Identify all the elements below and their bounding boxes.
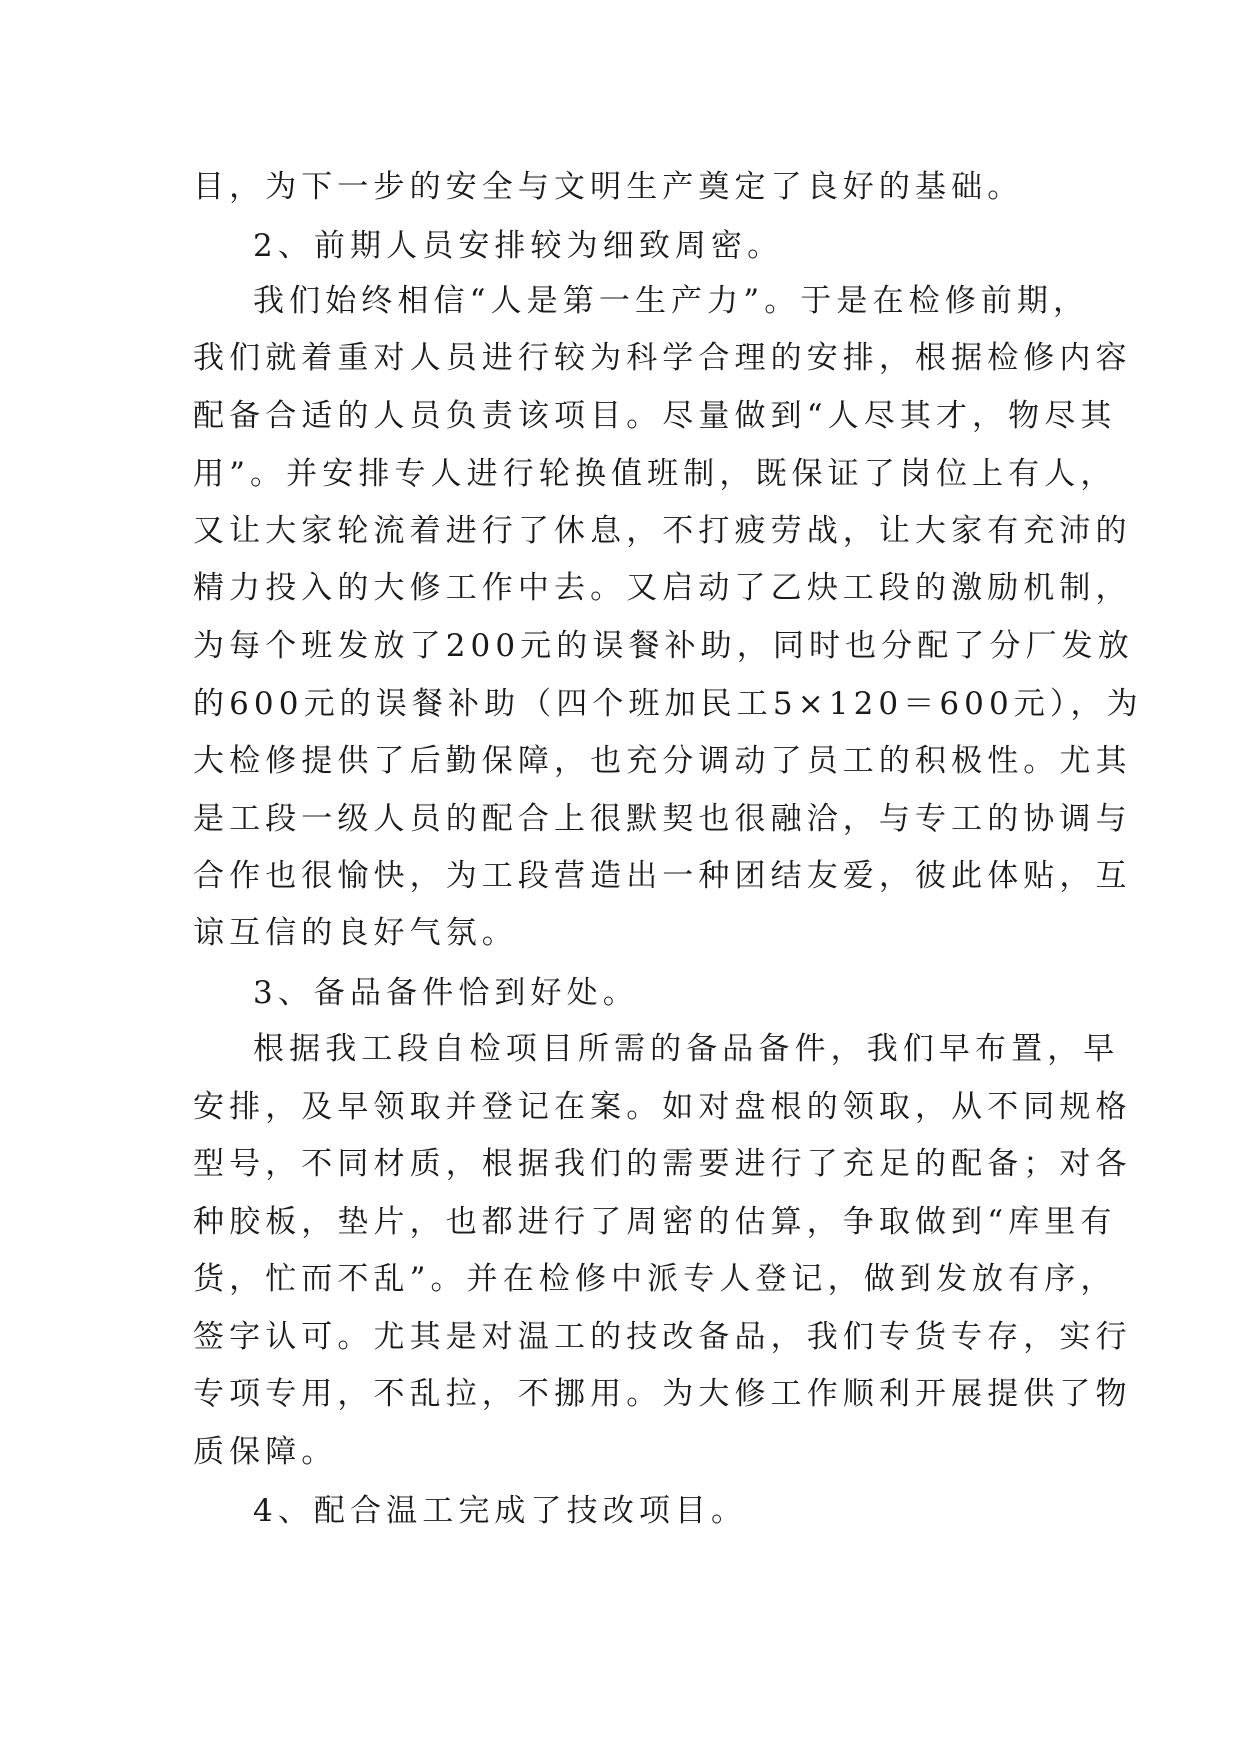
paragraph-line: 为每个班发放了200元的误餐补助，同时也分配了分厂发放 xyxy=(193,628,1134,664)
paragraph-line: 货，忙而不乱”。并在检修中派专人登记，做到发放有序， xyxy=(193,1261,1117,1297)
paragraph-line: 我们始终相信“人是第一生产力”。于是在检修前期， xyxy=(253,283,1090,319)
paragraph-line: 型号，不同材质，根据我们的需要进行了充足的配备；对各 xyxy=(193,1146,1132,1182)
paragraph-line: 大检修提供了后勤保障，也充分调动了员工的积极性。尤其 xyxy=(193,743,1132,779)
paragraph-line: 精力投入的大修工作中去。又启动了乙炔工段的激励机制， xyxy=(193,570,1132,606)
section-heading: 3、备品备件恰到好处。 xyxy=(253,975,639,1011)
paragraph-line: 安排，及早领取并登记在案。如对盘根的领取，从不同规格 xyxy=(193,1089,1132,1125)
section-heading: 2、前期人员安排较为细致周密。 xyxy=(253,228,784,264)
paragraph-line: 用”。并安排专人进行轮换值班制，既保证了岗位上有人， xyxy=(193,456,1117,492)
paragraph-line: 根据我工段自检项目所需的备品备件，我们早布置，早 xyxy=(253,1031,1120,1067)
section-heading: 4、配合温工完成了技改项目。 xyxy=(253,1493,748,1529)
paragraph-line: 我们就着重对人员进行较为科学合理的安排，根据检修内容 xyxy=(193,340,1132,376)
paragraph-line: 又让大家轮流着进行了休息，不打疲劳战，让大家有充沛的 xyxy=(193,513,1132,549)
paragraph-line: 专项专用，不乱拉，不挪用。为大修工作顺利开展提供了物 xyxy=(193,1376,1132,1412)
paragraph-line: 是工段一级人员的配合上很默契也很融洽，与专工的协调与 xyxy=(193,801,1132,837)
paragraph-line: 种胶板，垫片，也都进行了周密的估算，争取做到“库里有 xyxy=(193,1204,1117,1240)
paragraph-line: 合作也很愉快，为工段营造出一种团结友爱，彼此体贴，互 xyxy=(193,858,1132,894)
paragraph-line: 质保障。 xyxy=(193,1434,338,1470)
paragraph-line: 的600元的误餐补助（四个班加民工5×120＝600元），为 xyxy=(193,686,1143,722)
paragraph-line: 目，为下一步的安全与文明生产奠定了良好的基础。 xyxy=(193,169,1024,205)
paragraph-line: 签字认可。尤其是对温工的技改备品，我们专货专存，实行 xyxy=(193,1319,1132,1355)
paragraph-line: 谅互信的良好气氛。 xyxy=(193,915,518,951)
paragraph-line: 配备合适的人员负责该项目。尽量做到“人尽其才，物尽其 xyxy=(193,398,1117,434)
